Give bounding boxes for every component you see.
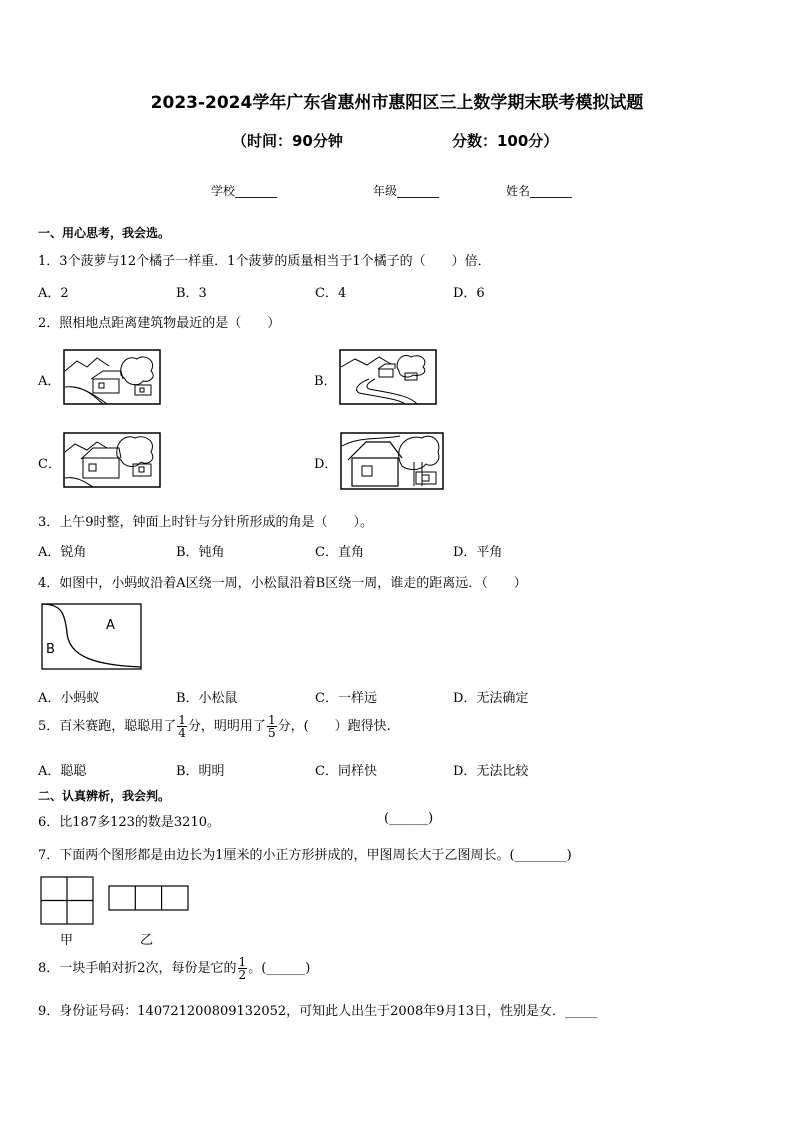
q3-option-d: D．平角 [453,545,503,560]
q8-suffix: 。(______) [248,961,311,976]
question-9: 9．身份证号码：140721200809132052，可知此人出生于2008年9月13日，性别是女．_____ [38,1004,598,1019]
question-1: 1．3个菠萝与12个橘子一样重．1个菠萝的质量相当于1个橘子的（ ）倍． [38,254,491,269]
q5-option-d: D．无法比较 [453,764,529,779]
q8-prefix: 8．一块手帕对折2次，每份是它的 [38,961,237,976]
question-3: 3．上午9时整，钟面上时针与分针所形成的角是（ ）。 [38,515,374,530]
q7-figure-yi [108,885,192,913]
section-1-heading: 一、用心思考，我会选。 [38,226,171,240]
q2-picture-d [340,432,444,490]
q7-label-jia: 甲 [60,933,74,948]
q6-answer-blank[interactable]: (______) [384,811,434,826]
q4-option-d: D．无法确定 [453,691,529,706]
fraction-one-half: $\frac{1}{2}$ [238,955,247,982]
q2-picture-a [63,349,161,405]
q2-option-b: B． [314,374,337,389]
name-field: 姓名_______ [506,184,573,198]
q5-prefix: 5．百米赛跑，聪聪用了 [38,719,177,734]
q2-picture-c [63,432,161,488]
q5-option-b: B．明明 [176,764,225,779]
q4-diagram [41,603,145,671]
fraction-one-quarter: $\frac{1}{4}$ [178,713,186,740]
question-6: 6．比187多123的数是3210。 [38,815,220,830]
q1-option-a: A．2 [38,286,69,301]
q1-option-b: B．3 [176,286,207,301]
q2-option-a: A． [38,374,61,389]
grade-field: 年级_______ [373,184,440,198]
q4-option-c: C．一样远 [315,691,377,706]
q3-option-c: C．直角 [315,545,364,560]
q1-option-d: D．6 [453,286,485,301]
q2-option-c: C． [38,457,61,472]
question-2: 2．照相地点距离建筑物最近的是（ ） [38,316,281,331]
q7-figure-jia [40,876,96,926]
exam-time: （时间：90分钟 [232,132,343,150]
q5-option-a: A．聪聪 [38,764,87,779]
page-title: 2023-2024学年广东省惠州市惠阳区三上数学期末联考模拟试题 [150,93,644,113]
exam-score: 分数：100分） [452,132,559,150]
q1-option-c: C．4 [315,286,347,301]
q4-label-a: A [106,618,115,633]
question-8 [38,956,310,981]
q2-picture-b [339,349,437,405]
q4-label-b: B [46,642,55,657]
fraction-one-fifth: $\frac{1}{5}$ [267,713,276,740]
question-7: 7．下面两个图形都是由边长为1厘米的小正方形拼成的，甲图周长大于乙图周长。(________) [38,848,572,863]
q5-suffix: 分，( ）跑得快. [277,719,391,734]
q3-option-a: A．锐角 [38,545,87,560]
q4-option-b: B．小松鼠 [176,691,238,706]
q7-label-yi: 乙 [140,933,154,948]
q4-option-a: A．小蚂蚁 [38,691,100,706]
q2-option-d: D． [314,457,338,472]
q5-middle: 分，明明用了 [187,719,266,734]
q5-option-c: C．同样快 [315,764,377,779]
question-4: 4．如图中，小蚂蚁沿着A区绕一周，小松鼠沿着B区绕一周，谁走的距离远．（ ） [38,576,527,591]
q3-option-b: B．钝角 [176,545,225,560]
school-field: 学校_______ [211,184,278,198]
section-2-heading: 二、认真辨析，我会判。 [38,789,171,803]
question-5 [38,714,391,739]
